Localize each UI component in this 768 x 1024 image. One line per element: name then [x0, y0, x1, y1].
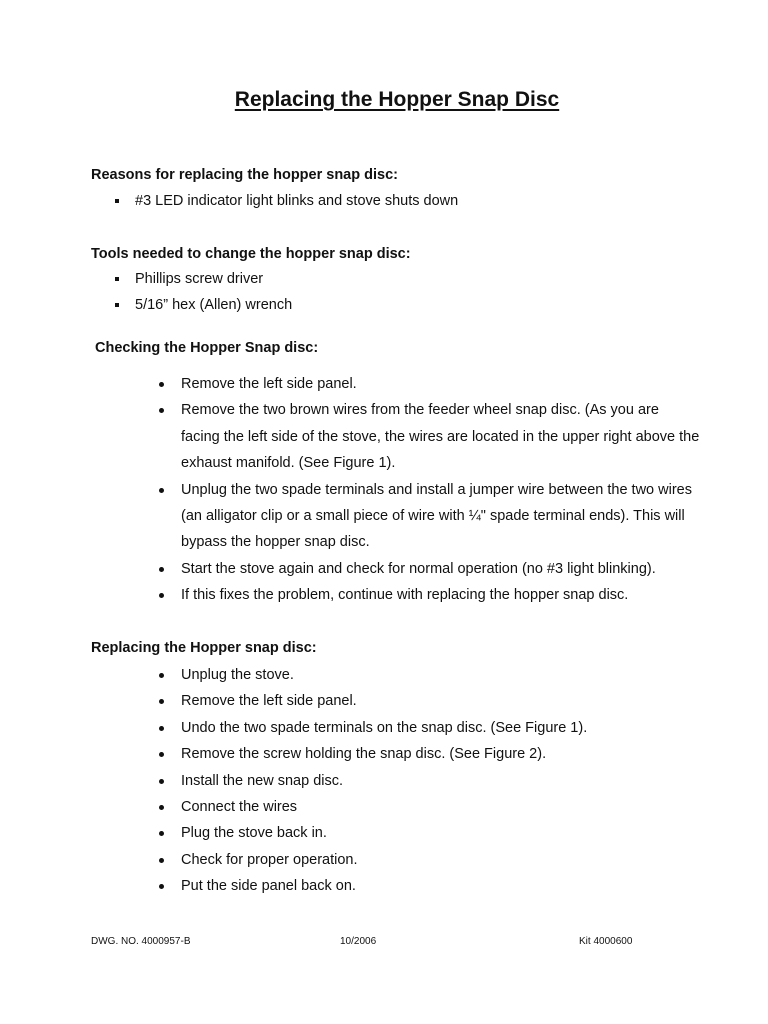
list-item: Remove the left side panel. [155, 371, 701, 397]
footer-date: 10/2006 [340, 936, 377, 947]
tools-list [91, 266, 292, 318]
list-item: #3 LED indicator light blinks and stove shuts down [91, 188, 458, 214]
list-item: Undo the two spade terminals on the snap disc. (See Figure 1). [155, 715, 701, 741]
list-item: Unplug the two spade terminals and install a jumper wire between the two wires (an alligator clip or a small piece of wire with ¼" spade terminal ends). This will bypass the hopper snap disc. [155, 477, 701, 556]
list-item: Install the new snap disc. [155, 768, 701, 794]
tools-heading: Tools needed to change the hopper snap disc: [91, 246, 411, 262]
list-item: Remove the two brown wires from the feeder wheel snap disc. (As you are facing the left side of the stove, the wires are located in the upper right above the exhaust manifold. (See Figure 1). [155, 397, 701, 476]
replacing-list [155, 662, 701, 900]
footer-drawing-number: DWG. NO. 4000957-B [91, 936, 191, 947]
list-item: Remove the screw holding the snap disc. (See Figure 2). [155, 741, 701, 767]
list-item: 5/16” hex (Allen) wrench [91, 292, 292, 318]
list-item: Check for proper operation. [155, 847, 701, 873]
page-title: Replacing the Hopper Snap Disc [234, 88, 560, 111]
reasons-list [91, 188, 458, 214]
checking-list [155, 371, 701, 609]
reasons-heading: Reasons for replacing the hopper snap disc: [91, 167, 398, 183]
list-item: Put the side panel back on. [155, 873, 701, 899]
list-item: Plug the stove back in. [155, 820, 701, 846]
list-item: Unplug the stove. [155, 662, 701, 688]
list-item: Remove the left side panel. [155, 688, 701, 714]
checking-heading: Checking the Hopper Snap disc: [95, 340, 319, 356]
list-item: Start the stove again and check for normal operation (no #3 light blinking). [155, 556, 701, 582]
list-item: Phillips screw driver [91, 266, 292, 292]
list-item: Connect the wires [155, 794, 701, 820]
replacing-heading: Replacing the Hopper snap disc: [91, 640, 317, 656]
footer-kit-number: Kit 4000600 [579, 936, 633, 947]
list-item: If this fixes the problem, continue with replacing the hopper snap disc. [155, 582, 701, 608]
